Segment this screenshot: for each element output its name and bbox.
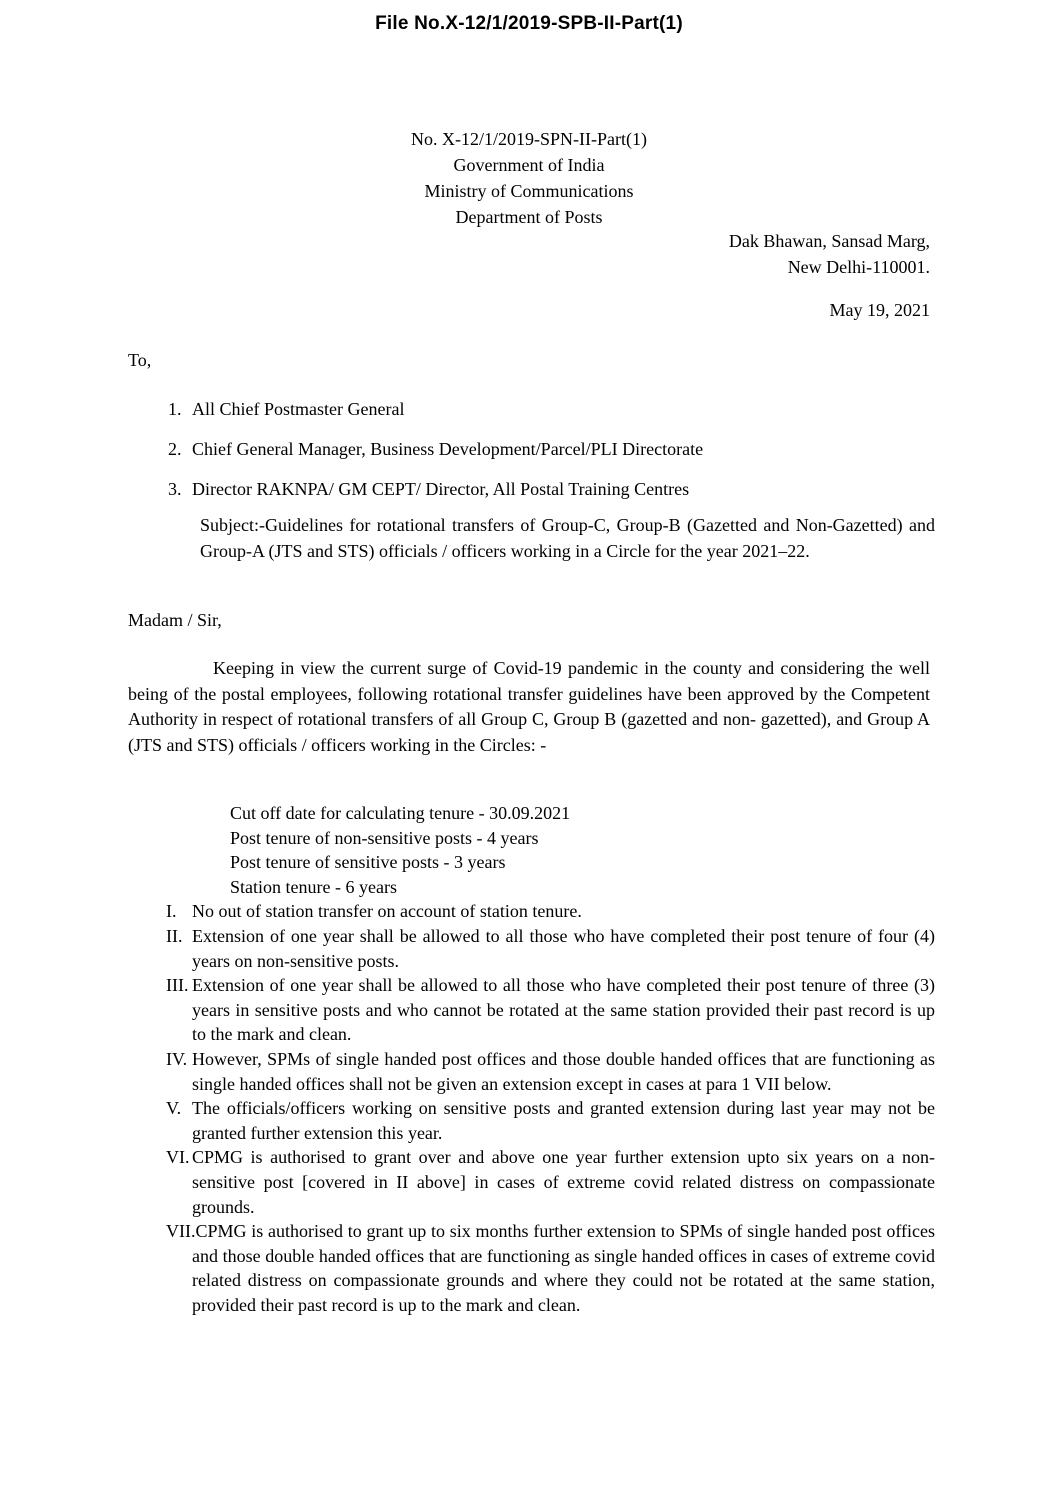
recipient-text: Director RAKNPA/ GM CEPT/ Director, All Postal Training Centres — [192, 479, 690, 499]
page-header-file-number: File No.X-12/1/2019-SPB-II-Part(1) — [375, 13, 683, 34]
recipient-item — [128, 436, 930, 462]
tenure-term: Station tenure - 6 years — [230, 876, 397, 897]
subject-line: Subject:-Guidelines for rotational transfers of Group-C, Group-B (Gazetted and Non-Gazetted) and Group-A (JTS and STS) officials / officers working in a Circle for the year 2021–22. — [200, 515, 935, 561]
address-line-2: New Delhi-110001. — [787, 257, 930, 277]
tenure-terms — [230, 801, 935, 899]
reference-number: No. X-12/1/2019-SPN-II-Part(1) — [411, 129, 647, 149]
guideline-text: However, SPMs of single handed post offices and those double handed offices that are functioning as single handed offices shall not be given an extension except in cases at para 1 VII below. — [192, 1048, 935, 1094]
guideline-item — [166, 1047, 935, 1096]
recipient-number: 1. — [168, 399, 182, 419]
salutation: Madam / Sir, — [128, 610, 222, 630]
tenure-term: Post tenure of non-sensitive posts - 4 years — [230, 827, 539, 848]
guideline-number: IV. — [166, 1048, 188, 1069]
recipient-text: All Chief Postmaster General — [192, 399, 405, 419]
guideline-text: CPMG is authorised to grant up to six months further extension to SPMs of single handed post offices and those double handed offices that are functioning as single handed offices in cases of extreme covid related distress on compassionate grounds and where they could not be rotated at the same station, provided their past record is up to the mark and clean. — [192, 1221, 935, 1315]
recipient-list — [128, 396, 930, 516]
guideline-number: II. — [166, 925, 183, 946]
letter-date: May 19, 2021 — [829, 300, 930, 320]
recipient-text: Chief General Manager, Business Development/Parcel/PLI Directorate — [192, 439, 704, 459]
guideline-item — [166, 899, 935, 924]
to-label: To, — [128, 350, 152, 370]
guideline-text: Extension of one year shall be allowed to all those who have completed their post tenure of four (4) years on non-sensitive posts. — [192, 925, 935, 971]
guideline-text: Extension of one year shall be allowed to all those who have completed their post tenure of three (3) years in sensitive posts and who cannot be rotated at the same station provided their past record is up to the mark and clean. — [192, 975, 935, 1045]
guideline-item — [166, 1145, 935, 1219]
recipient-number: 3. — [168, 479, 182, 499]
ministry-name: Ministry of Communications — [424, 181, 634, 201]
tenure-term: Cut off date for calculating tenure - 30.09.2021 — [230, 803, 571, 823]
guideline-list — [166, 899, 935, 1317]
recipient-item — [128, 396, 930, 422]
tenure-term: Post tenure of sensitive posts - 3 years — [230, 852, 506, 873]
guideline-number: VII. — [166, 1221, 196, 1242]
guidelines-section — [128, 801, 935, 1317]
recipient-number: 2. — [168, 439, 182, 459]
department-name: Department of Posts — [455, 207, 603, 227]
guideline-number: VI. — [166, 1147, 190, 1168]
guideline-number: V. — [166, 1098, 182, 1119]
opening-paragraph: Keeping in view the current surge of Covid-19 pandemic in the county and considering the well being of the postal employees, following rotational transfer guidelines have been approved by the Competent Authority in respect of rotational transfers of all Group C, Group B (gazetted and non- gazetted), and Group A (JTS and STS) officials / officers working in the Circles: - — [128, 658, 930, 755]
guideline-item — [166, 973, 935, 1047]
guideline-text: No out of station transfer on account of station tenure. — [192, 901, 582, 922]
guideline-item — [166, 1219, 935, 1317]
letterhead — [128, 126, 930, 230]
recipient-item — [128, 476, 930, 502]
guideline-text: The officials/officers working on sensitive posts and granted extension during last year may not be granted further extension this year. — [192, 1098, 935, 1143]
address-line-1: Dak Bhawan, Sansad Marg, — [728, 231, 930, 251]
sender-address — [128, 228, 930, 280]
guideline-number: III. — [166, 975, 189, 996]
guideline-item — [166, 924, 935, 973]
guideline-item — [166, 1096, 935, 1145]
org-name: Government of India — [453, 155, 605, 175]
guideline-text: CPMG is authorised to grant over and above one year further extension upto six years on a non-sensitive post [covered in II above] in cases of extreme covid related distress on compassionate grounds. — [192, 1147, 935, 1217]
guideline-number: I. — [166, 901, 177, 922]
